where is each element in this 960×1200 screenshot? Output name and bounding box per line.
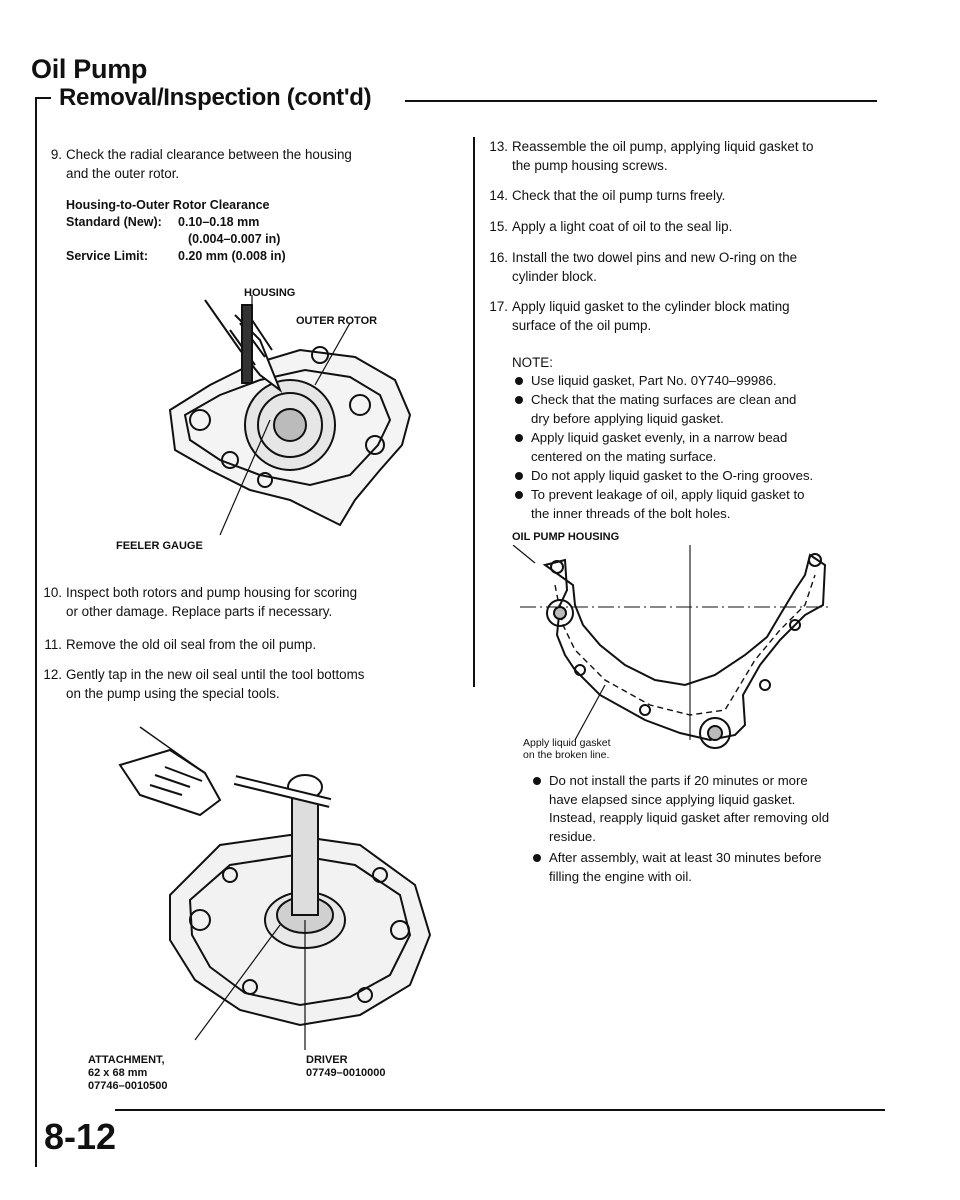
bullet-icon bbox=[515, 472, 523, 480]
spec-standard-label: Standard (New): bbox=[66, 215, 162, 229]
note-line: Check that the mating surfaces are clean and bbox=[531, 392, 797, 407]
header-left-tick bbox=[35, 97, 51, 99]
step-line: Install the two dowel pins and new O-ring on the bbox=[512, 250, 798, 265]
fig1-housing-label: HOUSING bbox=[244, 287, 296, 299]
fig1-outer-rotor-label: OUTER ROTOR bbox=[296, 315, 378, 327]
note-item bbox=[515, 391, 875, 429]
page-number: 8-12 bbox=[44, 1116, 117, 1157]
driver-part-no: 07749–0010000 bbox=[306, 1067, 386, 1079]
fig2-attachment-label bbox=[88, 1054, 168, 1093]
step-15 bbox=[482, 217, 902, 237]
step-line: on the pump using the special tools. bbox=[66, 686, 280, 701]
note-item bbox=[515, 486, 875, 524]
step-number: 12. bbox=[43, 667, 62, 682]
caution-line: After assembly, wait at least 30 minutes before bbox=[549, 850, 822, 865]
caution-line: Instead, reapply liquid gasket after removing old bbox=[549, 810, 830, 825]
spec-standard-value: 0.10–0.18 mm bbox=[178, 215, 260, 229]
step-line: Check the radial clearance between the housing bbox=[66, 147, 352, 162]
bullet-icon bbox=[515, 377, 523, 385]
note-line: centered on the mating surface. bbox=[531, 448, 717, 464]
spec-standard-value-in: (0.004–0.007 in) bbox=[188, 232, 281, 246]
attachment-name: ATTACHMENT, bbox=[88, 1054, 165, 1066]
step-9 bbox=[36, 145, 456, 185]
step-text: Remove the old oil seal from the oil pump. bbox=[66, 637, 317, 652]
caution-line: filling the engine with oil. bbox=[549, 868, 692, 884]
bullet-icon bbox=[515, 396, 523, 404]
note-text: Do not apply liquid gasket to the O-ring grooves. bbox=[531, 468, 814, 483]
bullet-icon bbox=[515, 491, 523, 499]
note-line: To prevent leakage of oil, apply liquid gasket to bbox=[531, 487, 805, 502]
step-line: Gently tap in the new oil seal until the tool bottoms bbox=[66, 667, 365, 682]
note-line: dry before applying liquid gasket. bbox=[531, 410, 724, 426]
step-number: 10. bbox=[43, 585, 62, 600]
fig3-oil-pump-housing-label: OIL PUMP HOUSING bbox=[512, 531, 620, 543]
step-text bbox=[512, 297, 790, 335]
step-line: Inspect both rotors and pump housing for scoring bbox=[66, 585, 358, 600]
left-border bbox=[35, 97, 37, 1167]
page-title: Oil Pump bbox=[31, 54, 148, 84]
note-item bbox=[515, 372, 875, 391]
note-heading: NOTE: bbox=[512, 355, 553, 370]
step-11 bbox=[36, 635, 466, 655]
apply-line-2: on the broken line. bbox=[523, 749, 610, 761]
step-text bbox=[512, 137, 813, 175]
step-line: and the outer rotor. bbox=[66, 166, 180, 181]
step-line: Apply liquid gasket to the cylinder block mating bbox=[512, 299, 790, 314]
caution-text bbox=[549, 772, 829, 846]
section-subtitle: Removal/Inspection (cont'd) bbox=[59, 84, 372, 111]
seal-driver-illustration bbox=[110, 725, 460, 1060]
step-number: 11. bbox=[44, 637, 62, 652]
step-text bbox=[512, 248, 797, 286]
apply-line-1: Apply liquid gasket bbox=[523, 737, 611, 749]
step-17 bbox=[482, 297, 902, 337]
note-text bbox=[531, 486, 804, 523]
spec-limit-label: Service Limit: bbox=[66, 249, 148, 263]
note-text bbox=[531, 391, 796, 428]
step-16 bbox=[482, 248, 902, 288]
note-text bbox=[531, 429, 787, 466]
step-line: cylinder block. bbox=[512, 269, 597, 284]
note-line: the inner threads of the bolt holes. bbox=[531, 505, 731, 521]
caution-line: residue. bbox=[549, 828, 596, 844]
footer-rule bbox=[115, 1109, 885, 1111]
attachment-size: 62 x 68 mm bbox=[88, 1067, 148, 1079]
spec-heading: Housing-to-Outer Rotor Clearance bbox=[66, 198, 270, 212]
step-number: 9. bbox=[50, 147, 62, 162]
caution-item bbox=[533, 849, 893, 887]
note-line: Apply liquid gasket evenly, in a narrow bead bbox=[531, 430, 788, 445]
fig2-driver-label bbox=[306, 1054, 386, 1080]
column-divider bbox=[473, 137, 475, 687]
step-number: 15. bbox=[489, 219, 508, 234]
step-number: 14. bbox=[489, 188, 508, 203]
bullet-icon bbox=[515, 434, 523, 442]
caution-line: have elapsed since applying liquid gasket. bbox=[549, 791, 796, 807]
caution-text bbox=[549, 849, 821, 886]
gasket-outline-illustration bbox=[505, 545, 845, 760]
step-line: Reassemble the oil pump, applying liquid gasket to bbox=[512, 139, 814, 154]
driver-name: DRIVER bbox=[306, 1054, 348, 1066]
step-text bbox=[66, 583, 357, 621]
note-text: Use liquid gasket, Part No. 0Y740–99986. bbox=[531, 373, 777, 388]
step-line: the pump housing screws. bbox=[512, 158, 668, 173]
header-rule bbox=[405, 100, 877, 102]
clearance-spec bbox=[66, 197, 426, 265]
bullet-icon bbox=[533, 854, 541, 862]
bullet-icon bbox=[533, 777, 541, 785]
caution-item bbox=[533, 772, 893, 848]
feeler-gauge-illustration bbox=[140, 295, 430, 540]
step-line: surface of the oil pump. bbox=[512, 318, 652, 333]
step-text bbox=[66, 665, 365, 703]
fig3-apply-gasket-label bbox=[523, 737, 611, 761]
step-number: 16. bbox=[489, 250, 508, 265]
step-text bbox=[66, 145, 352, 183]
step-text: Apply a light coat of oil to the seal lip. bbox=[512, 219, 733, 234]
step-text: Check that the oil pump turns freely. bbox=[512, 188, 726, 203]
caution-line: Do not install the parts if 20 minutes or more bbox=[549, 773, 808, 788]
step-number: 17. bbox=[489, 299, 508, 314]
step-14 bbox=[482, 186, 902, 206]
step-number: 13. bbox=[489, 139, 508, 154]
spec-limit-value: 0.20 mm (0.008 in) bbox=[178, 249, 286, 263]
step-13 bbox=[482, 137, 902, 177]
fig1-feeler-gauge-label: FEELER GAUGE bbox=[116, 540, 203, 552]
step-10 bbox=[36, 583, 466, 623]
attachment-part-no: 07746–0010500 bbox=[88, 1080, 168, 1092]
note-item bbox=[515, 467, 875, 486]
note-item bbox=[515, 429, 875, 467]
step-line: or other damage. Replace parts if necessary. bbox=[66, 604, 333, 619]
step-12 bbox=[36, 665, 466, 705]
